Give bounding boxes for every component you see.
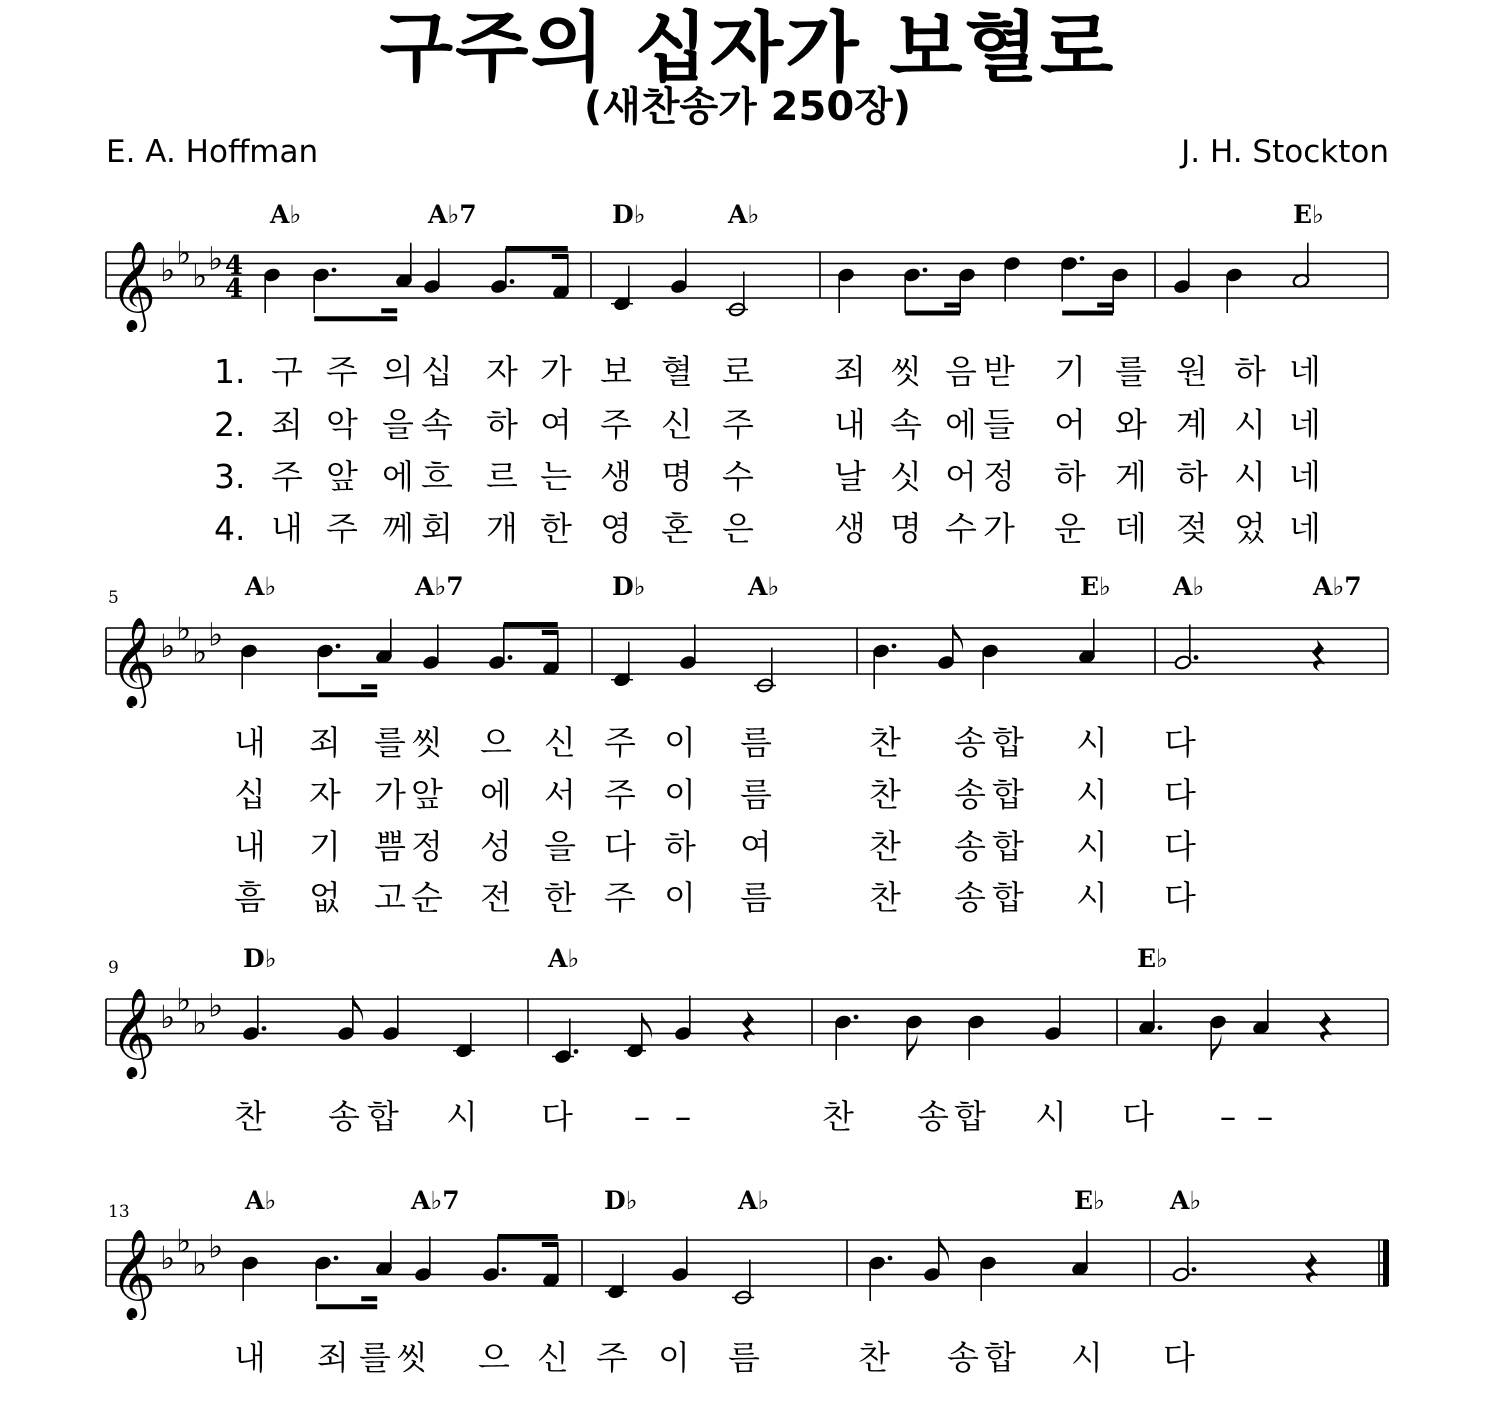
lyric-syllable: 정 bbox=[411, 827, 443, 866]
lyric-syllable: 내 bbox=[271, 509, 303, 548]
lyric-syllable: 전 bbox=[480, 878, 512, 917]
chord-symbol: A♭ bbox=[1173, 572, 1205, 601]
verse-number: 3. bbox=[214, 457, 246, 496]
lyric-syllable: 앞 bbox=[326, 457, 358, 496]
lyric-syllable: 네 bbox=[1289, 457, 1321, 496]
flat-icon: ♭ bbox=[176, 609, 192, 648]
lyric-syllable: 합 bbox=[992, 723, 1024, 762]
hymn-title: 구주의 십자가 보혈로 bbox=[379, 3, 1116, 92]
lyric-syllable: 구 bbox=[271, 352, 303, 391]
lyric-syllable: 생 bbox=[600, 457, 632, 496]
lyric-syllable: 시 bbox=[1234, 405, 1266, 444]
lyric-syllable: 하 bbox=[664, 827, 696, 866]
dot bbox=[1194, 655, 1199, 660]
flat-icon: ♭ bbox=[176, 980, 192, 1019]
lyric-syllable: 찬 bbox=[869, 878, 901, 917]
lyric-syllable: 다 bbox=[1164, 878, 1196, 917]
lyric-syllable: 를 bbox=[374, 723, 406, 762]
flat-icon: ♭ bbox=[208, 1227, 224, 1266]
lyric-syllable: – bbox=[1219, 1097, 1237, 1136]
lyric-syllable: 는 bbox=[540, 457, 572, 496]
lyric-syllable: 송 bbox=[954, 827, 986, 866]
chord-symbol: A♭7 bbox=[428, 200, 477, 229]
lyric-syllable: 다 bbox=[1164, 775, 1196, 814]
chord-symbol: A♭7 bbox=[1313, 572, 1362, 601]
final-barline bbox=[1383, 1240, 1389, 1286]
lyric-syllable: 데 bbox=[1115, 509, 1147, 548]
lyric-syllable: 없 bbox=[309, 878, 341, 917]
lyric-syllable: 개 bbox=[486, 509, 518, 548]
lyric-syllable: 합 bbox=[954, 1097, 986, 1136]
lyric-syllable: 에 bbox=[382, 457, 414, 496]
lyric-syllable: 내 bbox=[234, 723, 266, 762]
chord-symbol: A♭ bbox=[748, 572, 780, 601]
lyric-syllable: 찬 bbox=[234, 1097, 266, 1136]
dot bbox=[574, 1049, 579, 1054]
lyric-syllable: 찬 bbox=[869, 723, 901, 762]
chord-symbol: D♭ bbox=[604, 1186, 638, 1215]
lyric-syllable: 이 bbox=[664, 723, 696, 762]
lyric-syllable: 순 bbox=[411, 878, 443, 917]
lyric-syllable: 자 bbox=[486, 352, 518, 391]
lyric-syllable: 주 bbox=[604, 775, 636, 814]
lyric-syllable: 어 bbox=[945, 457, 977, 496]
hymn-number: (새찬송가 250장) bbox=[583, 84, 912, 130]
verse-number: 2. bbox=[214, 405, 246, 444]
lyric-syllable: 시 bbox=[1076, 775, 1108, 814]
dot bbox=[510, 279, 515, 284]
chord-symbol: D♭ bbox=[243, 944, 277, 973]
lyric-syllable: 송 bbox=[954, 878, 986, 917]
lyric-syllable: 었 bbox=[1234, 509, 1266, 548]
lyric-syllable: 다 bbox=[1164, 827, 1196, 866]
lyric-syllable: 시 bbox=[1076, 878, 1108, 917]
lyric-syllable: 수 bbox=[945, 509, 977, 548]
flat-icon: ♭ bbox=[160, 998, 176, 1036]
lyric-syllable: 하 bbox=[1054, 457, 1086, 496]
lyric-syllable: 르 bbox=[486, 457, 518, 496]
lyric-syllable: 성 bbox=[480, 827, 512, 866]
lyric-syllable: 을 bbox=[544, 827, 576, 866]
flat-icon: ♭ bbox=[192, 632, 208, 671]
quarter-rest bbox=[742, 1011, 755, 1043]
lyric-syllable: 자 bbox=[309, 775, 341, 814]
lyric-syllable: 혼 bbox=[661, 509, 693, 548]
chord-symbol: A♭ bbox=[738, 1186, 770, 1215]
lyric-syllable: 송 bbox=[954, 723, 986, 762]
lyric-syllable: 시 bbox=[1035, 1097, 1067, 1136]
lyric-syllable: 름 bbox=[740, 723, 772, 762]
lyric-syllable: 가 bbox=[540, 352, 572, 391]
lyric-syllable: 을 bbox=[382, 405, 414, 444]
treble-clef-icon: 𝄞 bbox=[110, 988, 157, 1078]
lyric-syllable: 받 bbox=[983, 352, 1015, 391]
lyric-syllable: 여 bbox=[540, 405, 572, 444]
lyric-syllable: 죄 bbox=[317, 1338, 349, 1377]
measure-number: 13 bbox=[108, 1202, 130, 1222]
lyric-syllable: 다 bbox=[604, 827, 636, 866]
lyric-syllable: 십 bbox=[234, 775, 266, 814]
lyric-syllable: 합 bbox=[992, 878, 1024, 917]
lyric-syllable: 씻 bbox=[396, 1338, 428, 1377]
lyric-syllable: 고 bbox=[374, 878, 406, 917]
lyric-syllable: – bbox=[633, 1097, 651, 1136]
lyric-syllable: 싯 bbox=[890, 457, 922, 496]
flat-icon: ♭ bbox=[192, 1244, 208, 1283]
chord-symbol: E♭ bbox=[1293, 200, 1324, 229]
dot bbox=[888, 1256, 893, 1261]
lyric-syllable: 속 bbox=[890, 405, 922, 444]
lyric-syllable: – bbox=[1256, 1097, 1274, 1136]
lyric-syllable: 씻 bbox=[411, 723, 443, 762]
lyric-syllable: 가 bbox=[983, 509, 1015, 548]
flat-icon: ♭ bbox=[160, 251, 176, 289]
lyric-syllable: 음 bbox=[945, 352, 977, 391]
lyric-syllable: 에 bbox=[480, 775, 512, 814]
lyric-syllable: 다 bbox=[1163, 1338, 1195, 1377]
flat-icon: ♭ bbox=[208, 615, 224, 654]
lyric-syllable: 송 bbox=[328, 1097, 360, 1136]
lyric-syllable: 으 bbox=[478, 1338, 510, 1377]
lyric-syllable: 찬 bbox=[869, 827, 901, 866]
dot bbox=[502, 1267, 507, 1272]
dot bbox=[332, 268, 337, 273]
lyric-syllable: 내 bbox=[234, 1338, 266, 1377]
note-flag bbox=[1211, 1034, 1221, 1060]
lyric-syllable: 신 bbox=[544, 723, 576, 762]
lyric-syllable: 들 bbox=[983, 405, 1015, 444]
lyric-syllable: 주 bbox=[596, 1338, 628, 1377]
dot bbox=[508, 655, 513, 660]
flat-icon: ♭ bbox=[192, 256, 208, 295]
flat-icon: ♭ bbox=[160, 1239, 176, 1277]
lyric-syllable: 네 bbox=[1289, 509, 1321, 548]
time-signature: 4 bbox=[224, 251, 244, 281]
dot bbox=[923, 268, 928, 273]
lyric-syllable: 주 bbox=[326, 509, 358, 548]
lyric-syllable: 십 bbox=[421, 352, 453, 391]
lyric-syllable: 기 bbox=[1054, 352, 1086, 391]
lyric-syllable: 흠 bbox=[234, 878, 266, 917]
lyric-syllable: 하 bbox=[1176, 457, 1208, 496]
lyric-syllable: 시 bbox=[1234, 457, 1266, 496]
lyric-syllable: 죄 bbox=[271, 405, 303, 444]
lyric-syllable: 를 bbox=[359, 1338, 391, 1377]
lyric-syllable: 다 bbox=[1164, 723, 1196, 762]
lyric-syllable: 내 bbox=[234, 827, 266, 866]
flat-icon: ♭ bbox=[192, 1003, 208, 1042]
lyric-syllable: 죄 bbox=[834, 352, 866, 391]
lyric-syllable: 름 bbox=[740, 878, 772, 917]
lyric-syllable: 주 bbox=[271, 457, 303, 496]
lyric-syllable: 송 bbox=[917, 1097, 949, 1136]
dot bbox=[262, 1026, 267, 1031]
chord-symbol: A♭ bbox=[270, 200, 302, 229]
lyric-syllable: 날 bbox=[834, 457, 866, 496]
lyric-syllable: 한 bbox=[544, 878, 576, 917]
chord-symbol: A♭ bbox=[1170, 1186, 1202, 1215]
measure-number: 5 bbox=[108, 588, 119, 608]
lyric-syllable: 원 bbox=[1176, 352, 1208, 391]
lyric-syllable: 께 bbox=[382, 509, 414, 548]
lyric-syllable: 네 bbox=[1289, 405, 1321, 444]
lyric-syllable: – bbox=[674, 1097, 692, 1136]
lyric-syllable: 주 bbox=[604, 723, 636, 762]
lyric-syllable: 생 bbox=[834, 509, 866, 548]
composer: J. H. Stockton bbox=[1181, 134, 1389, 170]
lyric-syllable: 명 bbox=[890, 509, 922, 548]
quarter-rest bbox=[1312, 640, 1325, 672]
lyric-syllable: 기 bbox=[309, 827, 341, 866]
lyric-syllable: 합 bbox=[992, 827, 1024, 866]
dot bbox=[854, 1015, 859, 1020]
lyric-syllable: 은 bbox=[722, 509, 754, 548]
lyric-syllable: 내 bbox=[834, 405, 866, 444]
chord-symbol: D♭ bbox=[612, 200, 646, 229]
dot bbox=[334, 1256, 339, 1261]
chord-symbol: E♭ bbox=[1080, 572, 1111, 601]
treble-clef-icon: 𝄞 bbox=[110, 1229, 157, 1319]
lyric-syllable: 를 bbox=[1115, 352, 1147, 391]
dot bbox=[892, 644, 897, 649]
dot bbox=[1080, 256, 1085, 261]
flat-icon: ♭ bbox=[208, 239, 224, 278]
verse-number: 1. bbox=[214, 352, 246, 391]
treble-clef-icon: 𝄞 bbox=[110, 241, 157, 331]
lyric-syllable: 찬 bbox=[858, 1338, 890, 1377]
lyric-syllable: 보 bbox=[600, 352, 632, 391]
lyric-syllable: 다 bbox=[1122, 1097, 1154, 1136]
lyric-syllable: 송 bbox=[947, 1338, 979, 1377]
lyric-syllable: 혈 bbox=[661, 352, 693, 391]
lyric-syllable: 신 bbox=[661, 405, 693, 444]
lyric-syllable: 름 bbox=[728, 1338, 760, 1377]
lyric-syllable: 으 bbox=[480, 723, 512, 762]
lyric-syllable: 쁨 bbox=[374, 827, 406, 866]
lyric-syllable: 여 bbox=[740, 827, 772, 866]
lyric-syllable: 수 bbox=[722, 457, 754, 496]
lyric-syllable: 회 bbox=[421, 509, 453, 548]
lyric-syllable: 정 bbox=[983, 457, 1015, 496]
flat-icon: ♭ bbox=[176, 233, 192, 272]
lyric-syllable: 흐 bbox=[421, 457, 453, 496]
lyric-syllable: 시 bbox=[446, 1097, 478, 1136]
lyric-syllable: 주 bbox=[604, 878, 636, 917]
chord-symbol: E♭ bbox=[1137, 944, 1168, 973]
lyric-syllable: 게 bbox=[1115, 457, 1147, 496]
lyric-syllable: 합 bbox=[992, 775, 1024, 814]
lyric-syllable: 하 bbox=[1234, 352, 1266, 391]
lyric-syllable: 악 bbox=[326, 405, 358, 444]
lyric-syllable: 의 bbox=[382, 352, 414, 391]
chord-symbol: A♭ bbox=[245, 572, 277, 601]
lyric-syllable: 합 bbox=[984, 1338, 1016, 1377]
dot bbox=[1192, 1267, 1197, 1272]
time-signature: 4 bbox=[224, 274, 244, 304]
lyric-syllable: 앞 bbox=[411, 775, 443, 814]
lyric-syllable: 주 bbox=[600, 405, 632, 444]
lyric-syllable: 가 bbox=[374, 775, 406, 814]
lyric-syllable: 네 bbox=[1289, 352, 1321, 391]
note-flag bbox=[642, 1013, 652, 1039]
chord-symbol: E♭ bbox=[1074, 1186, 1105, 1215]
quarter-rest bbox=[1305, 1252, 1318, 1284]
lyric-syllable: 다 bbox=[541, 1097, 573, 1136]
treble-clef-icon: 𝄞 bbox=[110, 617, 157, 707]
lyric-syllable: 합 bbox=[367, 1097, 399, 1136]
measure-number: 9 bbox=[108, 958, 119, 978]
lyric-syllable: 로 bbox=[722, 352, 754, 391]
quarter-rest bbox=[1319, 1011, 1332, 1043]
lyric-syllable: 어 bbox=[1054, 405, 1086, 444]
lyric-syllable: 송 bbox=[954, 775, 986, 814]
lyric-syllable: 름 bbox=[740, 775, 772, 814]
chord-symbol: D♭ bbox=[612, 572, 646, 601]
lyric-syllable: 명 bbox=[661, 457, 693, 496]
lyric-syllable: 주 bbox=[326, 352, 358, 391]
lyric-syllable: 이 bbox=[664, 878, 696, 917]
chord-symbol: A♭ bbox=[728, 200, 760, 229]
dot bbox=[1158, 1025, 1163, 1030]
lyric-syllable: 신 bbox=[537, 1338, 569, 1377]
lyricist: E. A. Hoffman bbox=[106, 134, 319, 170]
lyric-syllable: 죄 bbox=[309, 723, 341, 762]
lyric-syllable: 찬 bbox=[869, 775, 901, 814]
lyric-syllable: 속 bbox=[421, 405, 453, 444]
note-flag bbox=[907, 1034, 917, 1060]
lyric-syllable: 운 bbox=[1054, 509, 1086, 548]
verse-number: 4. bbox=[214, 509, 246, 548]
flat-icon: ♭ bbox=[176, 1221, 192, 1260]
chord-symbol: A♭ bbox=[548, 944, 580, 973]
chord-symbol: A♭7 bbox=[411, 1186, 460, 1215]
flat-icon: ♭ bbox=[208, 986, 224, 1025]
lyric-syllable: 에 bbox=[945, 405, 977, 444]
lyric-syllable: 하 bbox=[486, 405, 518, 444]
staff-system-3 bbox=[0, 949, 1495, 1079]
lyric-syllable: 서 bbox=[544, 775, 576, 814]
lyric-syllable: 한 bbox=[540, 509, 572, 548]
lyric-syllable: 시 bbox=[1071, 1338, 1103, 1377]
lyric-syllable: 계 bbox=[1176, 405, 1208, 444]
lyric-syllable: 와 bbox=[1115, 405, 1147, 444]
lyric-syllable: 주 bbox=[722, 405, 754, 444]
chord-symbol: A♭7 bbox=[415, 572, 464, 601]
lyric-syllable: 시 bbox=[1076, 723, 1108, 762]
lyric-syllable: 시 bbox=[1076, 827, 1108, 866]
lyric-syllable: 젖 bbox=[1176, 509, 1208, 548]
chord-symbol: A♭ bbox=[245, 1186, 277, 1215]
dot bbox=[336, 644, 341, 649]
lyric-syllable: 이 bbox=[658, 1338, 690, 1377]
lyric-syllable: 영 bbox=[600, 509, 632, 548]
lyric-syllable: 씻 bbox=[890, 352, 922, 391]
flat-icon: ♭ bbox=[160, 627, 176, 665]
lyric-syllable: 찬 bbox=[822, 1097, 854, 1136]
lyric-syllable: 이 bbox=[664, 775, 696, 814]
